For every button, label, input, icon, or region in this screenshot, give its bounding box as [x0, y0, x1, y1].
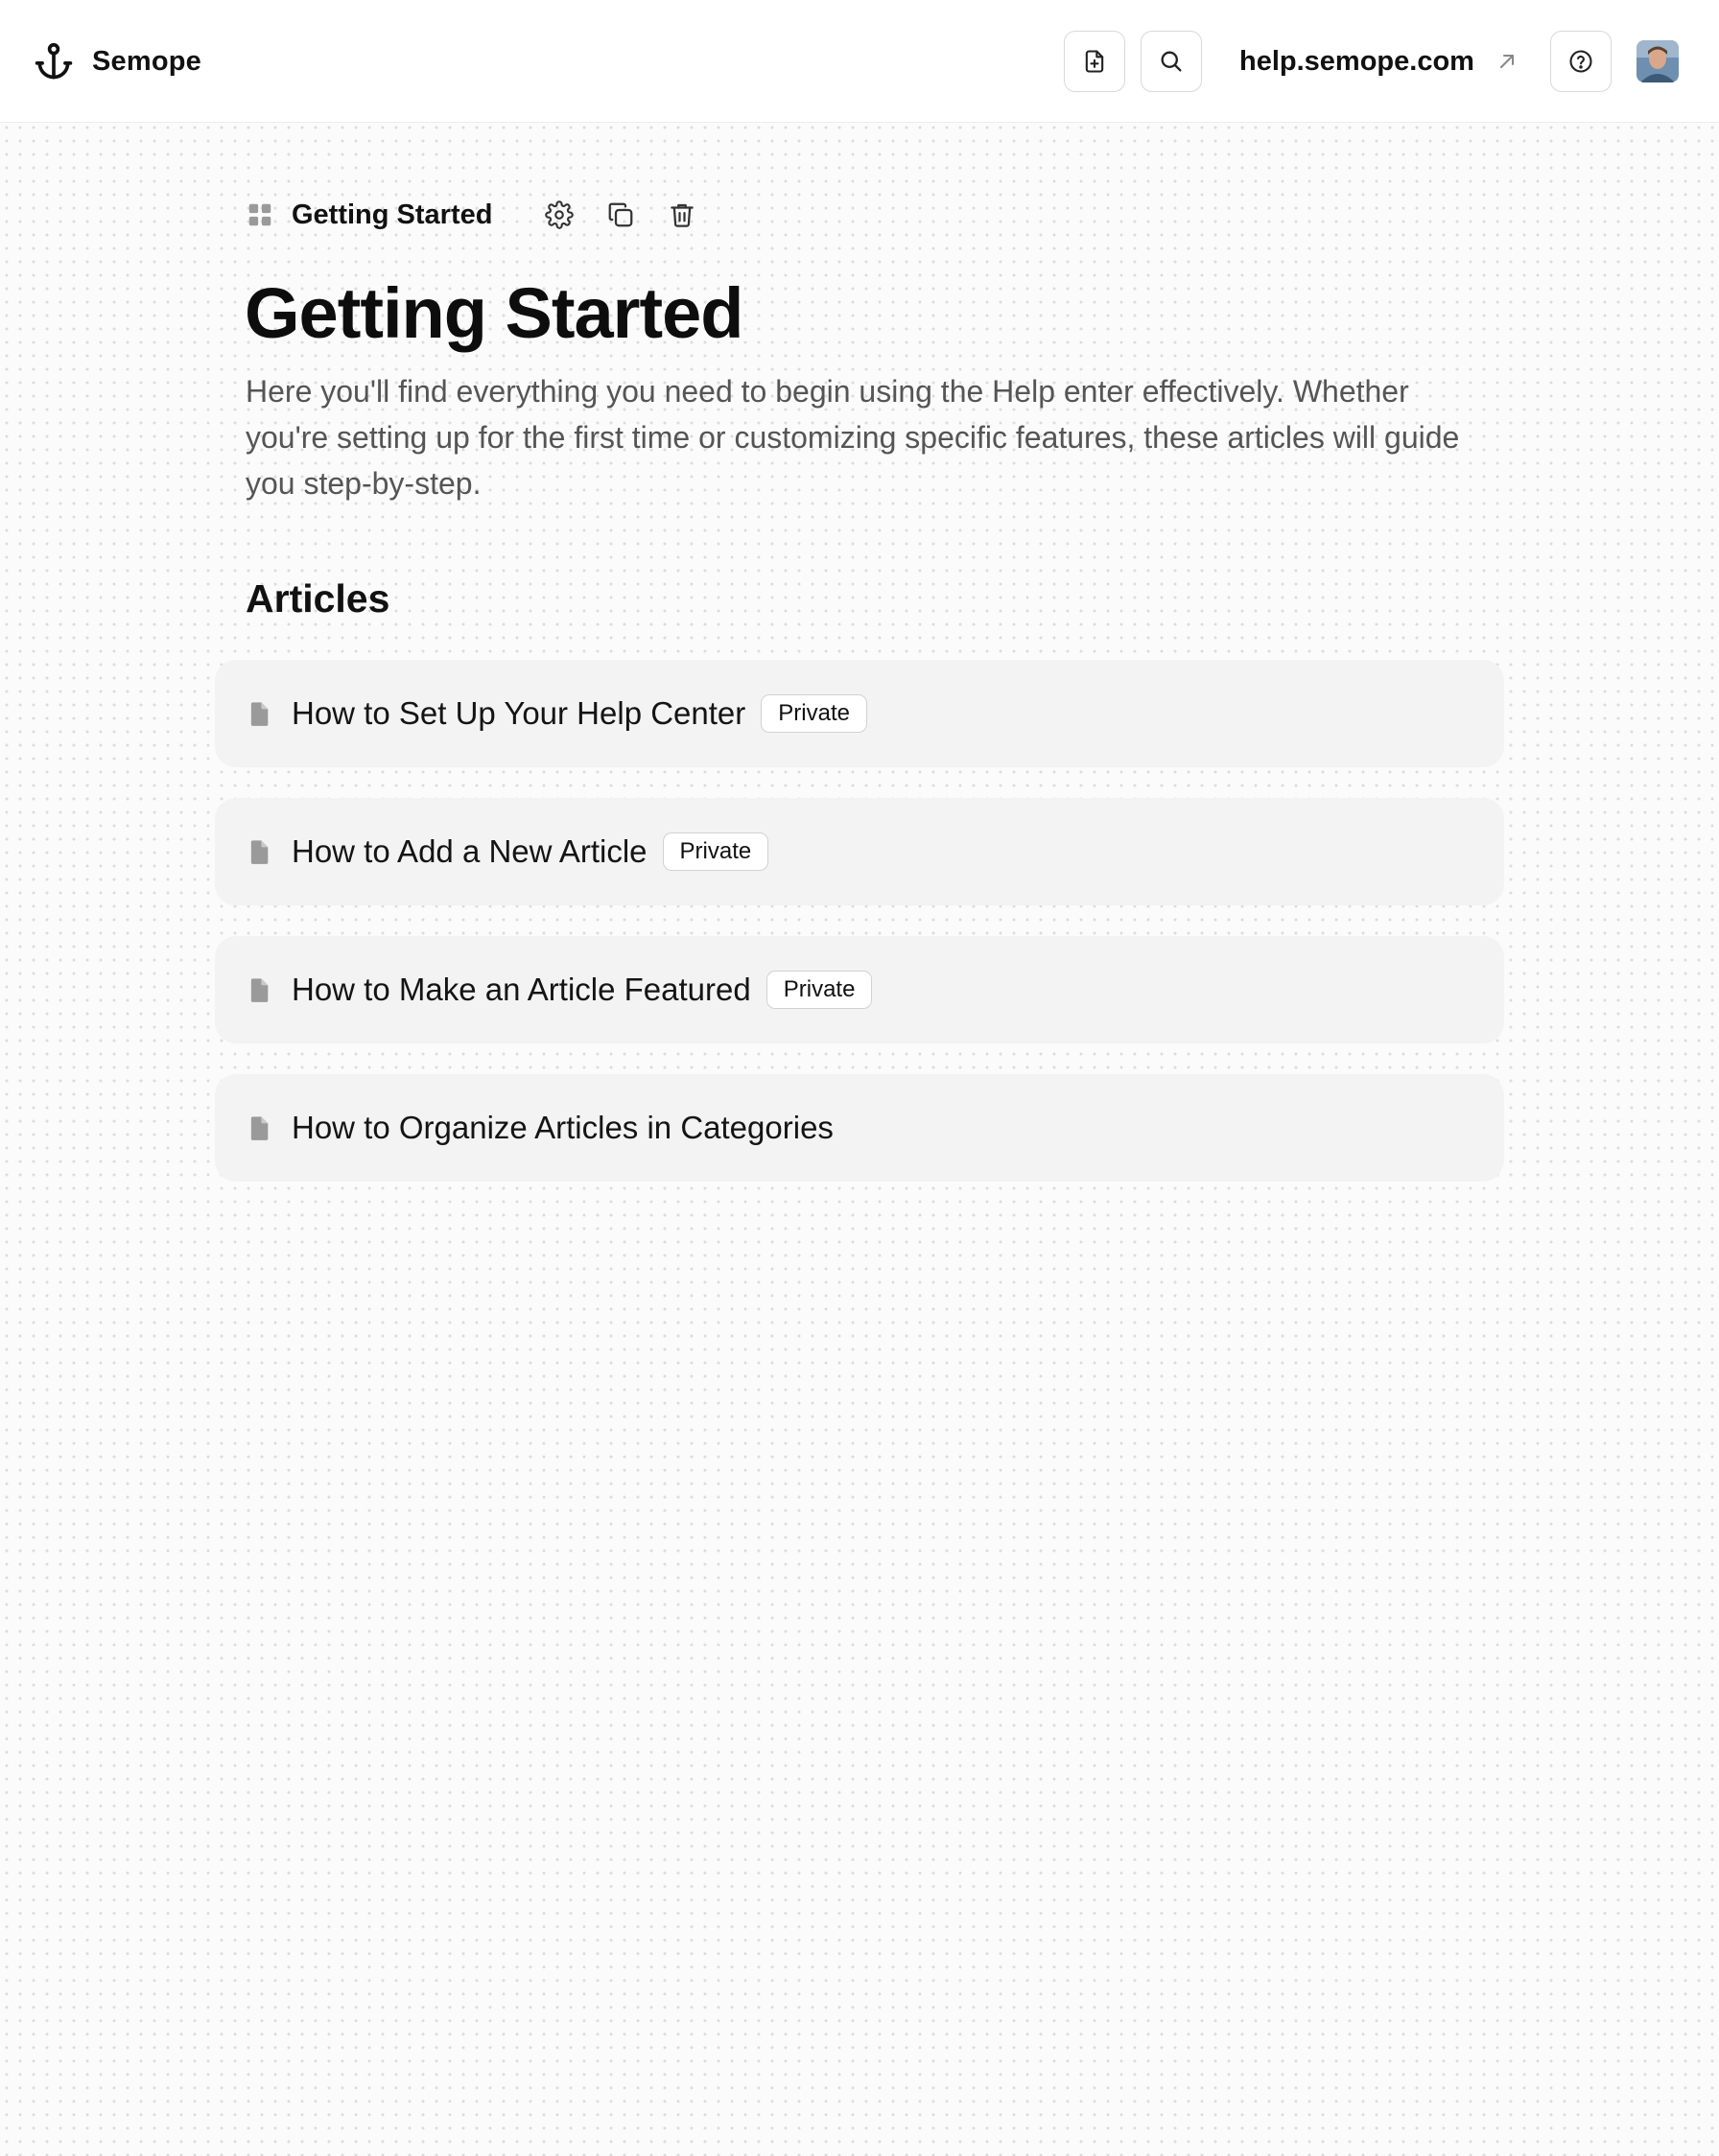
help-center-link-label: help.semope.com	[1239, 45, 1474, 77]
help-button[interactable]	[1550, 31, 1612, 92]
new-article-button[interactable]	[1064, 31, 1125, 92]
search-icon	[1158, 48, 1185, 75]
trash-icon	[668, 200, 696, 229]
private-badge: Private	[663, 832, 769, 871]
article-title: How to Add a New Article	[292, 833, 648, 869]
category-duplicate-button[interactable]	[602, 197, 639, 233]
article-item[interactable]	[215, 660, 1504, 767]
article-title: How to Make an Article Featured	[292, 972, 751, 1007]
anchor-icon	[33, 40, 75, 82]
article-title: How to Set Up Your Help Center	[292, 695, 746, 731]
duplicate-icon	[606, 200, 635, 229]
breadcrumb-label: Getting Started	[292, 199, 493, 230]
private-badge: Private	[766, 971, 873, 1009]
article-item[interactable]	[215, 936, 1504, 1043]
articles-heading: Articles	[246, 576, 390, 621]
document-icon	[246, 976, 272, 1003]
new-document-icon	[1081, 48, 1108, 75]
page-title: Getting Started	[245, 273, 743, 353]
external-link-icon	[1495, 50, 1519, 73]
breadcrumb	[246, 192, 492, 238]
private-badge: Private	[761, 694, 867, 733]
avatar[interactable]	[1637, 40, 1679, 82]
top-bar	[0, 0, 1719, 123]
page-description: Here you'll find everything you need to begin using the Help enter effectively. Whether you're setting up for the first time or customizing specific features, these articles will guide you step-by-step.	[246, 374, 1460, 501]
category-settings-button[interactable]	[541, 197, 577, 233]
category-delete-button[interactable]	[664, 197, 700, 233]
help-center-link[interactable]	[1239, 38, 1519, 84]
document-icon	[246, 838, 272, 865]
help-icon	[1567, 48, 1594, 75]
article-title: How to Organize Articles in Categories	[292, 1110, 834, 1145]
article-item[interactable]	[215, 798, 1504, 905]
article-list	[215, 660, 1504, 1212]
category-grid-icon	[246, 200, 274, 229]
document-icon	[246, 700, 272, 727]
article-item[interactable]	[215, 1074, 1504, 1182]
settings-icon	[545, 200, 574, 229]
brand[interactable]	[33, 38, 201, 84]
document-icon	[246, 1114, 272, 1141]
search-button[interactable]	[1141, 31, 1202, 92]
brand-name: Semope	[92, 45, 202, 77]
user-avatar-image	[1637, 40, 1679, 82]
category-actions	[541, 197, 725, 233]
